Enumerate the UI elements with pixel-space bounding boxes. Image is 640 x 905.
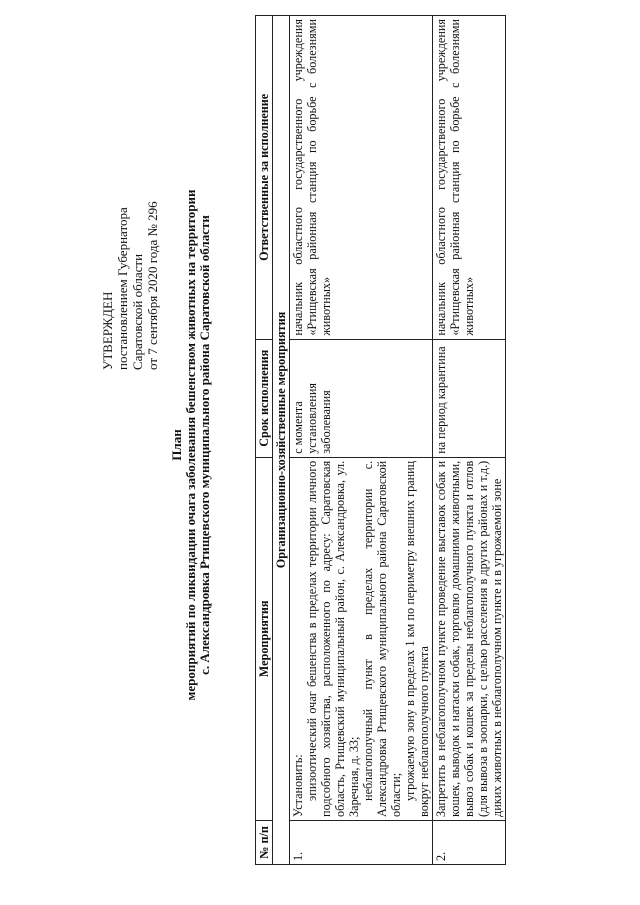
row-measure: Запретить в неблагополучном пункте проведение выставок собак и кошек, выводок и натаски собак, торговлю домашними животными, вывоз собак и кошек за пределы неблагополучного пункта и отлов (для вывоза в зоопарки, с целью расселения в других районах и т.д.) диких животных в неблагополучном пункте и в угрожаемой зоне (433, 457, 506, 820)
table-row (290, 16, 433, 865)
approval-title: УТВЕРЖДЕН (100, 291, 115, 370)
header-num: № п/п (256, 820, 273, 864)
row-responsible: начальник областного государственного учреждения «Ртищевская районная станция по борьбе с болезнями животных» (290, 16, 433, 340)
document-title (170, 95, 212, 795)
section-row (273, 16, 290, 865)
title-line: с. Александровка Ртищевского муниципального района Саратовской области (197, 215, 212, 675)
plan-table (255, 15, 506, 865)
title-line: мероприятий по ликвидации очага заболевания бешенством животных на территории (183, 189, 198, 701)
row-deadline: на период карантина (433, 339, 506, 457)
header-measures: Мероприятия (256, 457, 273, 820)
section-title: Организационно-хозяйственные мероприятия (273, 16, 290, 865)
measure-paragraph: угрожаемую зону в пределах 1 км по периметру внешних границ вокруг неблагополучного пункта (403, 460, 431, 817)
row-deadline: с момента установления заболевания (290, 339, 433, 457)
row-num: 2. (433, 820, 506, 864)
approval-line: постановлением Губернатора (115, 207, 130, 370)
row-num: 1. (290, 820, 433, 864)
approval-stamp (100, 70, 160, 370)
row-responsible: начальник областного государственного учреждения «Ртищевская районная станция по борьбе с болезнями животных» (433, 16, 506, 340)
title-word: План (169, 429, 184, 461)
measure-intro: Установить: (291, 754, 305, 817)
header-deadline: Срок исполнения (256, 339, 273, 457)
table-header-row (256, 16, 273, 865)
row-measure (290, 457, 433, 820)
measure-paragraph: неблагополучный пункт в пределах территории с. Александровка Ртищевского муниципального района Саратовской области; (361, 460, 403, 817)
header-responsible: Ответственные за исполнение (256, 16, 273, 340)
approval-date: от 7 сентября 2020 года № 296 (145, 201, 160, 370)
approval-line: Саратовской области (130, 253, 145, 370)
table-row (433, 16, 506, 865)
measure-paragraph: эпизоотический очаг бешенства в пределах территории личного подсобного хозяйства, расположенного по адресу: Саратовская область, Ртищевский муниципальный район, с. Александровка, ул. Заречная, д. 33; (305, 460, 361, 817)
